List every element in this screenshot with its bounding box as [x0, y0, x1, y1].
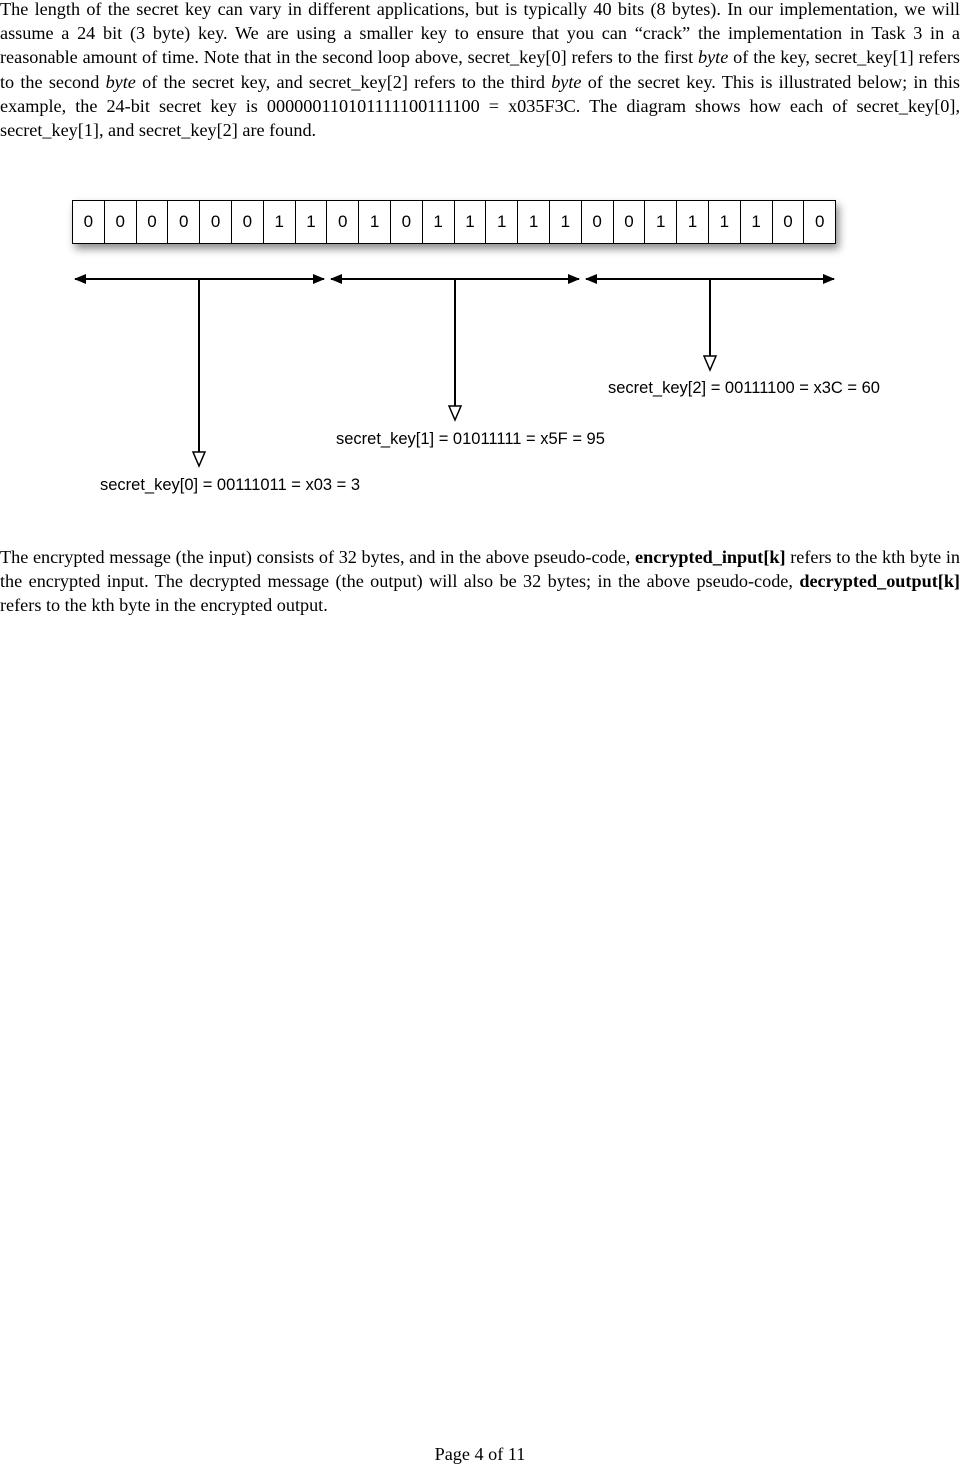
secret-key-2-label: secret_key[2] = 00111100 = x3C = 60: [608, 379, 880, 397]
bit-cell: 0: [232, 201, 264, 243]
bit-cell: 1: [741, 201, 773, 243]
bit-cell: 0: [73, 201, 105, 243]
bit-cell: 1: [423, 201, 455, 243]
byte0-pointer-head: [193, 452, 205, 466]
para1-text-3: of the secret key, and secret_key[2] refers to the third: [135, 71, 552, 92]
secret-key-1-label: secret_key[1] = 01011111 = x5F = 95: [336, 430, 605, 448]
bit-cell: 1: [264, 201, 296, 243]
bit-cell: 0: [773, 201, 805, 243]
bit-cell: 0: [582, 201, 614, 243]
para2-text-3: refers to the kth byte in the encrypted output.: [0, 595, 328, 616]
bit-cell: 0: [814, 212, 825, 231]
bit-cell: 0: [200, 201, 232, 243]
bit-cell: 1: [550, 201, 582, 243]
page-number: Page 4 of 11: [434, 1444, 526, 1464]
encrypted-input-term: encrypted_input[k]: [635, 547, 786, 567]
bit-cell: 0: [137, 201, 169, 243]
bit-cell: 0: [391, 201, 423, 243]
byte1-pointer-head: [449, 406, 461, 420]
para1-emphasis-byte-1: byte: [698, 47, 729, 68]
byte2-pointer-head: [704, 356, 716, 370]
bit-cell: 1: [518, 201, 550, 243]
bit-cell: 0: [614, 201, 646, 243]
bit-cell: 1: [455, 201, 487, 243]
para1-text-1: The length of the secret key can vary in different applications, but is typically 40 bits (8 bytes). In our implementation, we will assume a 24 bit (3 byte) key. We are using a smaller key to ensure that you can “crack” the implementation in Task 3 in a reasonable amount of time. Note that in the second loop above, secret_key[0] refers to the first: [0, 0, 960, 68]
para1-emphasis-byte-2: byte: [105, 71, 136, 92]
encrypted-message-paragraph: [0, 545, 960, 618]
bit-cell: 1: [677, 201, 709, 243]
para2-text-2: refers to the kth byte in the encrypted input. The decrypted message (the output) will also be 32 bytes; in the above pseudo-code,: [0, 547, 960, 592]
decrypted-output-term: decrypted_output[k]: [799, 571, 960, 592]
para1-text-4: of the secret key. This is illustrated below; in this example, the 24-bit secret key is 000000110101111100111100 = x035F3C. The diagram shows how each of secret_key[0], secret_key[1], and secret_key[2] are found.: [0, 71, 960, 141]
para1-emphasis-byte-3: byte: [551, 71, 582, 92]
para1-text-2: of the key, secret_key[1] refers to the second: [0, 47, 960, 92]
bit-cell: 1: [645, 201, 677, 243]
bit-cell: 1: [296, 201, 328, 243]
bit-cell: 0: [105, 201, 137, 243]
bit-cell: 1: [359, 201, 391, 243]
bit-cell: 1: [486, 201, 518, 243]
bit-cell: 0: [168, 201, 200, 243]
para2-text-1: The encrypted message (the input) consists of 32 bytes, and in the above pseudo-code,: [0, 547, 635, 567]
bit-cell: 0: [327, 201, 359, 243]
secret-key-0-label: secret_key[0] = 00111011 = x03 = 3: [100, 476, 361, 494]
bit-cell: 1: [709, 201, 741, 243]
